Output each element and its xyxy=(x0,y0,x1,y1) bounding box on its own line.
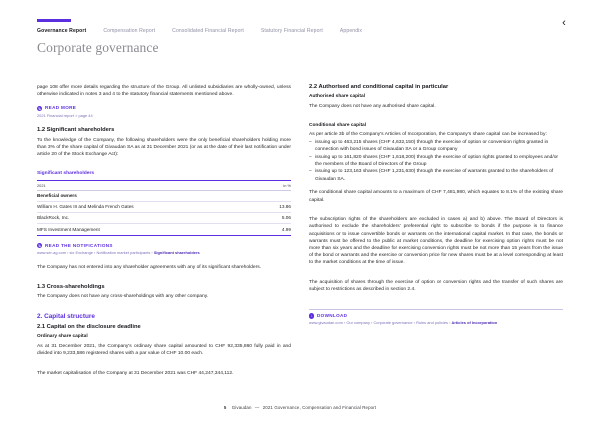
heading-significant-shareholders: 1.2 Significant shareholders xyxy=(37,126,115,133)
table-header-row xyxy=(37,181,291,191)
significant-shareholders-body: To the knowledge of the Company, the following shareholders were the only beneficial shareholders holding more than 3% of the share capital of Givaudan SA as at 31 December 2021 (or as at the date of their last notification under article 20 of the Stock Exchange Act): xyxy=(37,137,291,157)
table-cell-value: 4.99 xyxy=(264,224,292,235)
nav-item-statutory-financial-report[interactable] xyxy=(261,28,323,36)
path-bold: Significant shareholders xyxy=(153,249,200,255)
heading-capital-structure: 2. Capital structure xyxy=(37,313,95,321)
acquisition-of-shares-body: The acquisition of shares through the exercise of option or conversion rights and the transfer of such shares are subject to restrictions as described in section 2.4. xyxy=(309,280,563,293)
table-col-year: 2021 xyxy=(37,181,264,191)
table-cell-value: 13.86 xyxy=(264,202,292,213)
read-more-link-block[interactable] xyxy=(37,105,291,118)
nav-item-label: Consolidated Financial Report xyxy=(172,28,244,34)
significant-shareholders-table xyxy=(37,180,291,236)
right-column xyxy=(309,84,563,384)
read-notifications-icon: ↳ xyxy=(38,242,42,248)
read-more-path[interactable]: 2021 Financial report > page 44 xyxy=(37,112,93,118)
nav-item-label: Statutory Financial Report xyxy=(260,28,323,34)
footer-separator: — xyxy=(254,405,260,410)
no-shareholder-agreements: The Company has not entered into any shareholder agreements with any of its significant shareholders. xyxy=(37,264,262,270)
nav-item-appendix[interactable] xyxy=(340,28,362,36)
table-cell-value: 5.06 xyxy=(264,213,292,224)
label-ordinary-share-capital: Ordinary share capital xyxy=(37,334,88,340)
footer-page-number: 5 xyxy=(223,405,227,410)
heading-cross-shareholdings: 1.3 Cross-shareholdings xyxy=(37,283,105,290)
table-row xyxy=(37,213,291,224)
footer-document-title: 2021 Governance, Compensation and Financial Report xyxy=(262,405,377,410)
table-cell-name: William H. Gates III and Melinda French Gates xyxy=(37,202,264,213)
chevron-left-icon[interactable]: ‹ xyxy=(562,17,566,29)
read-more-line xyxy=(37,105,291,111)
left-column xyxy=(37,84,291,384)
nav-item-label: Governance Report xyxy=(37,28,87,34)
ordinary-share-capital-body: As at 31 December 2021, the Company's ordinary share capital amounted to CHF 92,335,860 fully paid in and divided into 9,233,586 registered shares with a par value of CHF 10.00 each. xyxy=(37,343,291,357)
active-tab-marker xyxy=(37,19,71,22)
path-bold: Articles of Incorporation xyxy=(451,320,498,326)
footer-brand: Givaudan xyxy=(231,405,252,410)
table-title: Significant shareholders xyxy=(37,170,95,176)
table-cell-name: BlackRock, Inc. xyxy=(37,213,264,224)
read-notifications-label[interactable]: READ THE NOTIFICATIONS xyxy=(44,242,113,248)
spacer xyxy=(309,300,563,309)
label-conditional-share-capital: Conditional share capital xyxy=(309,122,367,128)
nav-item-label: Appendix xyxy=(339,28,363,34)
heading-authorised-conditional-capital: 2.2 Authorised and conditional capital in particular xyxy=(309,84,449,90)
table-col-percent: in % xyxy=(264,181,292,191)
read-notifications-path[interactable] xyxy=(37,250,291,256)
conditional-capital-bullet-list xyxy=(309,139,563,183)
authorised-share-capital-body: The Company does not have any authorised share capital. xyxy=(309,103,436,109)
subscription-rights-body: The subscription rights of the shareholders are excluded in cases a) and b) above. The Board of Directors is authorised to exclude the shareholders' preferential right to subscribe to bonds if the purpose is to finance acquisitions or to issue convertible bonds or warrants on the international capital market. In that case, the bonds or warrants must be offered to the public at market conditions, the deadline for exercising option rights must be not more than six years and the deadline for exercising conversion rights must be not more than 15 years from the issue of the bond or warrants and the exercise or conversion price for new shares must be at a level corresponding at least to the market conditions at the time of issue. xyxy=(309,217,563,266)
nav-item-governance-report[interactable] xyxy=(37,28,86,36)
read-notifications-link-block[interactable] xyxy=(37,243,291,256)
page-title: Corporate governance xyxy=(37,40,159,55)
heading-capital-disclosure-deadline: 2.1 Capital on the disclosure deadline xyxy=(37,324,141,331)
path-plain: www.givaudan.com › Our company › Corporate governance › Rules and policies › xyxy=(309,320,452,326)
table-group-value xyxy=(264,190,292,201)
nav-item-list xyxy=(37,14,570,36)
list-item: – issuing up to 123,163 shares (CHF 1,231,630) through the exercise of warrants granted to the shareholders of Givaudan SA. xyxy=(309,168,563,182)
list-item: – issuing up to 161,820 shares (CHF 1,618,200) through the exercise of option rights granted to employees and/or the members of the Board of Directors of the Group xyxy=(309,154,563,168)
table-row xyxy=(37,224,291,235)
download-label[interactable]: DOWNLOAD xyxy=(316,313,348,319)
content-columns xyxy=(37,84,564,384)
table-cell-name: MFS Investment Management xyxy=(37,224,264,235)
nav-item-consolidated-financial-report[interactable] xyxy=(172,28,244,36)
cross-shareholdings-body: The Company does not have any cross-shareholdings with any other company. xyxy=(37,294,209,300)
divider xyxy=(309,309,563,310)
table-group-label: Beneficial owners xyxy=(37,190,264,201)
nav-item-label: Compensation Report xyxy=(103,28,156,34)
download-line xyxy=(309,313,563,319)
label-authorised-share-capital: Authorised share capital xyxy=(309,93,365,99)
read-more-icon: ↳ xyxy=(38,105,42,111)
path-plain: www.ser-ag.com › six Exchange › Notification market participants › xyxy=(37,249,154,255)
market-capitalisation-body: The market capitalisation of the Company at 31 December 2021 was CHF 44,247,344,112. xyxy=(37,370,234,376)
read-more-label[interactable]: READ MORE xyxy=(44,105,77,111)
table-group-row xyxy=(37,190,291,201)
read-notifications-line xyxy=(37,243,291,249)
page-footer xyxy=(0,405,600,410)
download-link-block[interactable] xyxy=(309,313,563,326)
table-row xyxy=(37,202,291,213)
list-item: – issuing up to 463,215 shares (CHF 4,632,150) through the exercise of option or conversion rights granted in connection with bond issues of Givaudan SA or a Group company xyxy=(309,139,563,153)
download-path[interactable] xyxy=(309,320,563,326)
nav-item-compensation-report[interactable] xyxy=(103,28,155,36)
intro-paragraph: page 108 offer more details regarding the structure of the Group. All unlisted subsidiaries are wholly-owned, unless otherwise indicated in notes 3 and 4 to the statutory financial statements mentioned above. xyxy=(37,85,291,98)
conditional-share-capital-intro: As per article 3b of the Company's Articles of Incorporation, the Company's share capital can be increased by: xyxy=(309,132,547,138)
conditional-capital-amount: The conditional share capital amounts to a maximum of CHF 7,481,980, which equates to 8.1% of the existing share capital. xyxy=(309,190,563,203)
download-icon: ↓ xyxy=(310,313,313,319)
top-navigation xyxy=(37,14,570,36)
